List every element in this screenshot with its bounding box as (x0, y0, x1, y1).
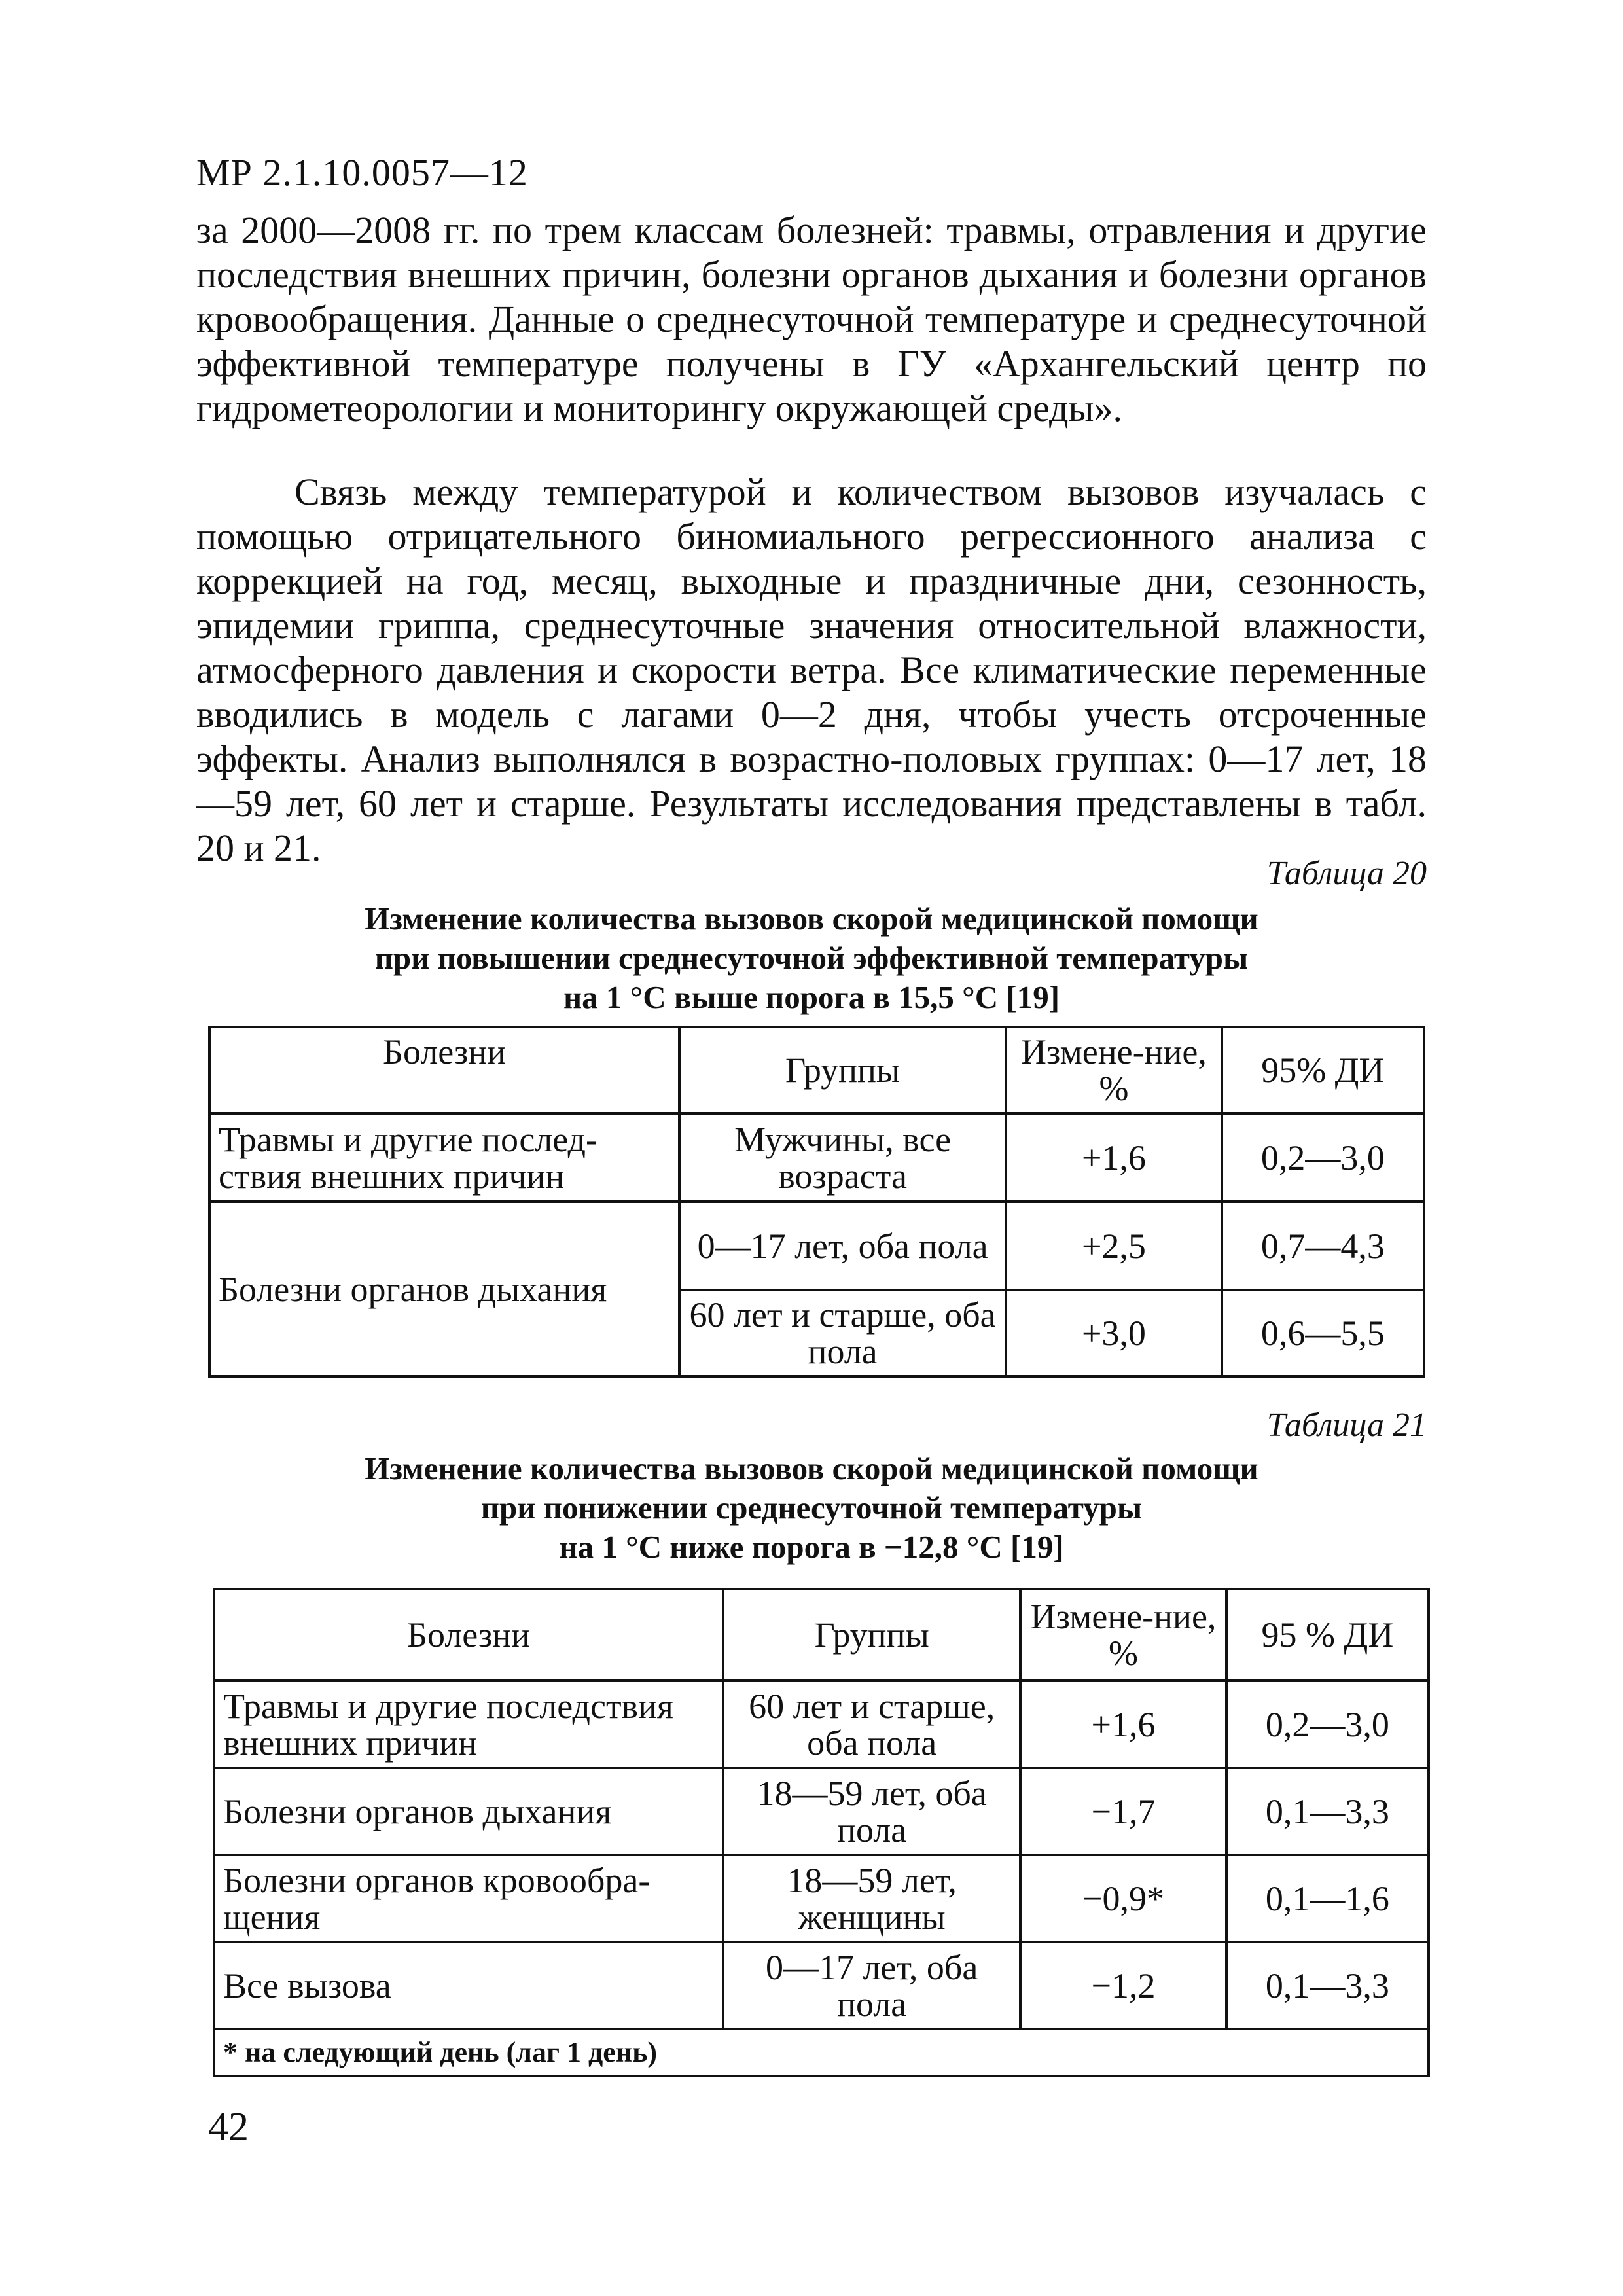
cell-change: +3,0 (1006, 1290, 1222, 1376)
header-cell-disease: Болезни (209, 1027, 679, 1113)
cell-change: −0,9* (1020, 1855, 1226, 1942)
cell-group: 0—17 лет, оба пола (679, 1202, 1006, 1290)
table-21 (213, 1588, 1430, 2077)
cell-ci: 0,6—5,5 (1222, 1290, 1424, 1376)
paragraph-2: Связь между температурой и количеством вызовов изучалась с помощью отрицательного биномиального регрессионного анализа с коррекцией на год, месяц, выходные и праздничные дни, сезонность, эпидемии гриппа, среднесуточные значения относительной влажности, атмосферного давления и скорости ветра. Все климатические переменные вводились в модель с лагами 0—2 дня, чтобы учесть отсроченные эффекты. Анализ выполнялся в возрастно-половых группах: 0—17 лет, 18—59 лет, 60 лет и старше. Результаты исследования представлены в табл. 20 и 21. (196, 471, 1427, 869)
table-row (209, 1113, 1424, 1202)
header-cell-ci: 95 % ДИ (1226, 1589, 1429, 1681)
header-cell-ci: 95% ДИ (1222, 1027, 1424, 1113)
cell-disease: Травмы и другие последствия внешних причин (214, 1681, 723, 1768)
table-row (214, 1942, 1429, 2029)
table-21-caption-line: при понижении среднесуточной температуры (480, 1490, 1143, 1526)
table-20-caption-line: Изменение количества вызовов скорой медицинской помощи (365, 901, 1258, 937)
cell-disease: Болезни органов дыхания (209, 1202, 679, 1376)
table-row (214, 1681, 1429, 1768)
paragraph-1: за 2000—2008 гг. по трем классам болезней: травмы, отравления и другие последствия внешних причин, болезни органов дыхания и болезни органов кровообращения. Данные о среднесуточной температуре и среднесуточной эффективной температуре получены в ГУ «Архангельский центр по гидрометеорологии и мониторингу окружающей среды». (196, 209, 1427, 429)
cell-ci: 0,1—3,3 (1226, 1942, 1429, 2029)
table-footnote-row (214, 2029, 1429, 2076)
table-21-caption-line: Изменение количества вызовов скорой медицинской помощи (365, 1450, 1258, 1486)
table-20-label: Таблица 20 (1266, 855, 1427, 892)
table-row (214, 1768, 1429, 1855)
cell-group: 60 лет и старше, оба пола (679, 1290, 1006, 1376)
page-number: 42 (208, 2105, 249, 2149)
header-cell-change: Измене-ние, % (1020, 1589, 1226, 1681)
table-footnote: * на следующий день (лаг 1 день) (214, 2029, 1429, 2076)
table-20-caption-line: при повышении среднесуточной эффективной температуры (374, 940, 1249, 976)
table-20 (208, 1026, 1425, 1378)
table-21-label: Таблица 21 (1266, 1407, 1427, 1444)
table-row (209, 1202, 1424, 1290)
table-21-caption (196, 1449, 1427, 1567)
cell-disease: Болезни органов дыхания (214, 1768, 723, 1855)
table-header-row (209, 1027, 1424, 1113)
cell-ci: 0,1—1,6 (1226, 1855, 1429, 1942)
cell-disease: Болезни органов кровообра-щения (214, 1855, 723, 1942)
cell-ci: 0,1—3,3 (1226, 1768, 1429, 1855)
cell-change: +2,5 (1006, 1202, 1222, 1290)
table-row (214, 1855, 1429, 1942)
cell-ci: 0,2—3,0 (1226, 1681, 1429, 1768)
table-21-caption-line: на 1 °С ниже порога в −12,8 °С [19] (559, 1529, 1064, 1565)
cell-change: −1,2 (1020, 1942, 1226, 2029)
cell-disease: Травмы и другие послед-ствия внешних причин (209, 1113, 679, 1202)
document-code: МР 2.1.10.0057—12 (196, 151, 528, 194)
cell-change: +1,6 (1006, 1113, 1222, 1202)
table-header-row (214, 1589, 1429, 1681)
cell-disease: Все вызова (214, 1942, 723, 2029)
cell-group: Мужчины, все возраста (679, 1113, 1006, 1202)
cell-group: 18—59 лет, женщины (723, 1855, 1020, 1942)
header-cell-group: Группы (723, 1589, 1020, 1681)
cell-group: 0—17 лет, оба пола (723, 1942, 1020, 2029)
cell-group: 18—59 лет, оба пола (723, 1768, 1020, 1855)
table-20-caption-line: на 1 °С выше порога в 15,5 °С [19] (563, 979, 1060, 1015)
cell-group: 60 лет и старше, оба пола (723, 1681, 1020, 1768)
cell-change: −1,7 (1020, 1768, 1226, 1855)
cell-ci: 0,7—4,3 (1222, 1202, 1424, 1290)
cell-ci: 0,2—3,0 (1222, 1113, 1424, 1202)
header-cell-change: Измене-ние, % (1006, 1027, 1222, 1113)
header-cell-disease: Болезни (214, 1589, 723, 1681)
table-20-caption (196, 899, 1427, 1017)
cell-change: +1,6 (1020, 1681, 1226, 1768)
header-cell-group: Группы (679, 1027, 1006, 1113)
